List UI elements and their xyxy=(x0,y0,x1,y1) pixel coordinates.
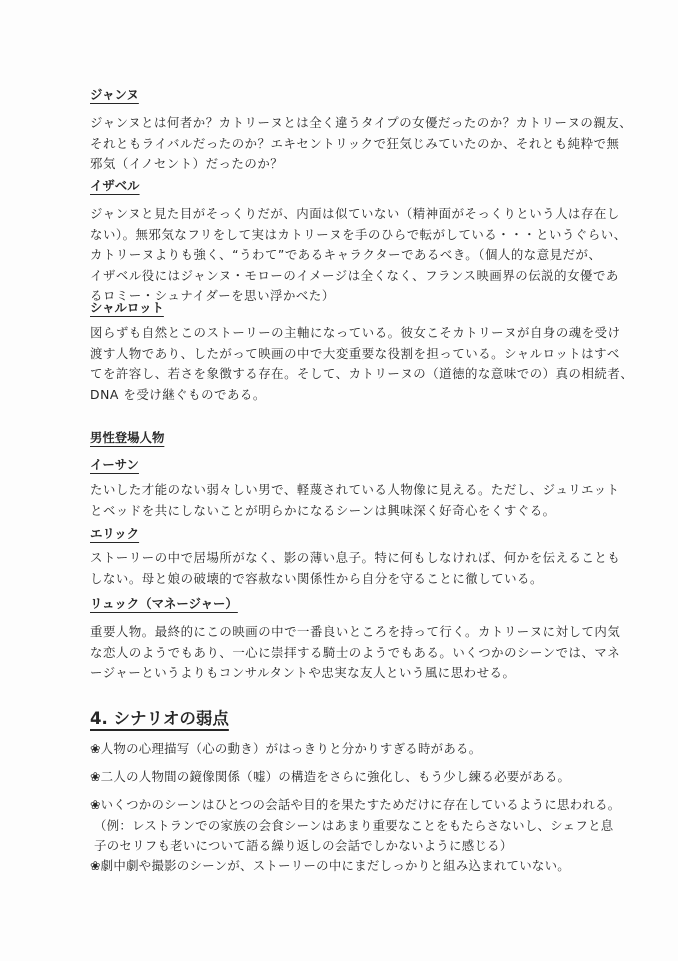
list-item xyxy=(90,795,621,857)
text-line: それともライバルだったのか？エキセントリックで狂気じみていたのか、それとも純粋で無 xyxy=(90,135,620,151)
heading-jeanne: ジャンヌ xyxy=(90,87,139,102)
paragraph-eric xyxy=(90,548,620,589)
heading-luc-manager: リュック（マネージャー） xyxy=(90,596,238,611)
text-line: ージャーというよりもコンサルタントや忠実な友人という風に思わせる。 xyxy=(90,665,516,680)
text-line: ない）。無邪気なフリをして実はカトリーヌを手のひらで転がしている・・・というぐらい、 xyxy=(90,226,627,242)
text-line: 邪気（イノセント）だったのか？ xyxy=(90,156,284,171)
bullet-line: ❀いくつかのシーンはひとつの会話や目的を果たすためだけに存在しているように思われる。 xyxy=(90,797,621,812)
list-item xyxy=(90,767,570,788)
paragraph-ethan xyxy=(90,480,620,521)
text-line: な恋人のようでもあり、一心に崇拝する騎士のようでもある。いくつかのシーンでは、マネ xyxy=(90,644,621,660)
list-item xyxy=(90,739,481,760)
text-line: カトリーヌよりも強く、“うわて”であるキャラクターであるべき。（個人的な意見だが、 xyxy=(90,247,602,262)
text-line: しない。母と娘の破壊的で容赦ない関係性から自分を守ることに徹している。 xyxy=(90,570,543,586)
paragraph-charlotte xyxy=(90,323,633,405)
paragraph-jeanne xyxy=(90,113,632,175)
list-item xyxy=(90,856,570,877)
section-heading-weaknesses: 4. シナリオの弱点 xyxy=(90,709,229,728)
bullet-line: 子のセリフも老いについて語る繰り返しの会話でしかないように感じる） xyxy=(94,838,513,853)
paragraph-luc xyxy=(90,622,620,684)
text-line: 重要人物。最終的にこの映画の中で一番良いところを持って行く。カトリーヌに対して内気 xyxy=(90,624,621,639)
text-line: ストーリーの中で居場所がなく、影の薄い息子。特に何もしなければ、何かを伝えることも xyxy=(90,550,621,565)
text-line: ジャンヌと見た目がそっくりだが、内面は似ていない（精神面がそっくりという人は存在し xyxy=(90,206,620,221)
paragraph-isabelle xyxy=(90,204,627,307)
text-line: 図らずも自然とこのストーリーの主軸になっている。彼女こそカトリーヌが自身の魂を受け xyxy=(90,325,621,340)
bullet-line: ❀人物の心理描写（心の動き）がはっきりと分かりすぎる時がある。 xyxy=(90,741,482,756)
heading-charlotte: シャルロット xyxy=(90,300,164,315)
heading-male-characters: 男性登場人物 xyxy=(90,430,165,445)
heading-isabelle: イザベル xyxy=(90,178,140,193)
bullet-line: （例：レストランでの家族の会食シーンはあまり重要なことをもたらさないし、シェフと息 xyxy=(94,817,614,833)
text-line: てを許容し、若さを象徴する存在。そして、カトリーヌの（道徳的な意味での）真の相続者、 xyxy=(90,366,634,381)
text-line: 渡す人物であり、したがって映画の中で大変重要な役割を担っている。シャルロットはすべ xyxy=(90,345,620,361)
bullet-line: ❀劇中劇や撮影のシーンが、ストーリーの中にまだしっかりと組み込まれていない。 xyxy=(90,858,570,873)
text-line: たいした才能のない弱々しい男で、軽蔑されている人物像に見える。ただし、ジュリエット xyxy=(90,482,620,497)
heading-eric: エリック xyxy=(90,526,140,541)
text-line: イザベル役にはジャンヌ・モローのイメージは全くなく、フランス映画界の伝説的女優であ xyxy=(90,267,619,283)
bullet-line: ❀二人の人物間の鏡像関係（嘘）の構造をさらに強化し、もう少し練る必要がある。 xyxy=(90,769,571,784)
text-line: とベッドを共にしないことが明らかになるシーンは興味深く好奇心をくすぐる。 xyxy=(90,502,556,518)
text-line: DNA を受け継ぐものである。 xyxy=(90,386,266,402)
heading-ethan: イーサン xyxy=(90,457,139,472)
text-line: ジャンヌとは何者か？カトリーヌとは全く違うタイプの女優だったのか？カトリーヌの親友、 xyxy=(90,115,633,130)
text-line: るロミー・シュナイダーを思い浮かべた） xyxy=(90,288,335,303)
